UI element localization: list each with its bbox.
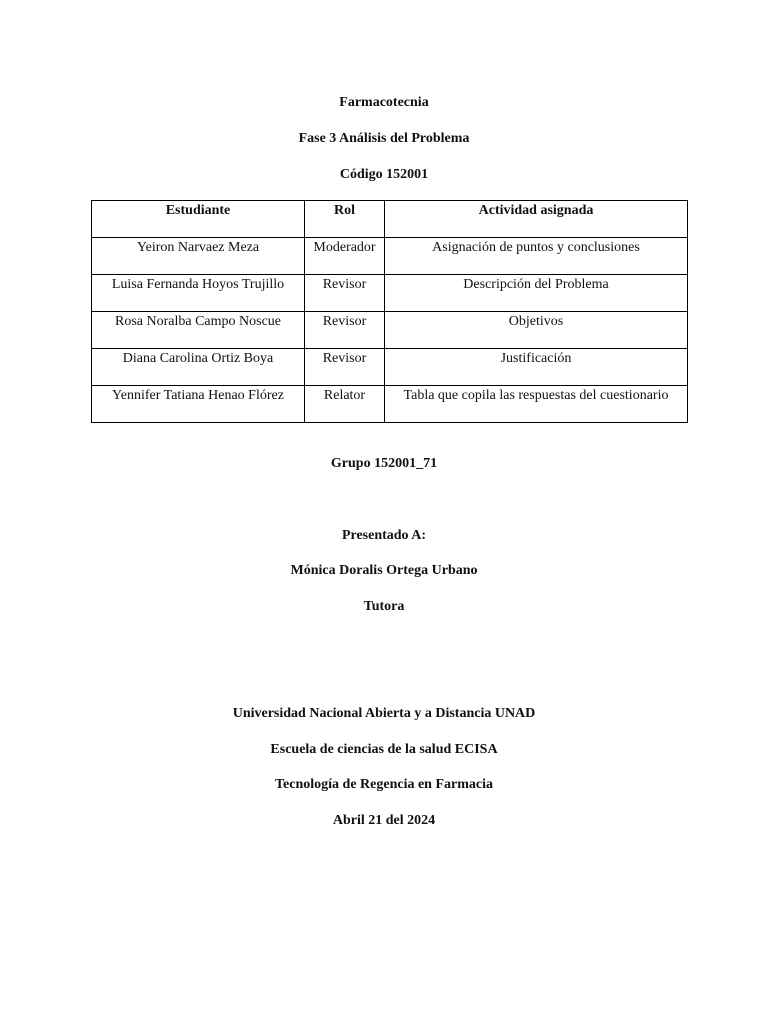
phase-title: Fase 3 Análisis del Problema [298, 131, 470, 146]
table-row [92, 275, 688, 312]
cell-role: Revisor [305, 275, 385, 312]
cell-activity: Descripción del Problema [385, 275, 688, 312]
header-student: Estudiante [92, 201, 305, 238]
cell-activity: Justificación [385, 349, 688, 386]
course-title: Farmacotecnia [339, 95, 429, 110]
table-row [92, 238, 688, 275]
cell-student: Rosa Noralba Campo Noscue [92, 312, 305, 349]
cell-student: Yennifer Tatiana Henao Flórez [92, 386, 305, 423]
program-name: Tecnología de Regencia en Farmacia [274, 777, 493, 792]
document-date: Abril 21 del 2024 [332, 813, 436, 828]
cell-activity: Tabla que copila las respuestas del cuestionario [385, 386, 688, 423]
university-name: Universidad Nacional Abierta y a Distancia UNAD [232, 706, 536, 721]
header-activity: Actividad asignada [385, 201, 688, 238]
table-row [92, 349, 688, 386]
tutor-role: Tutora [363, 599, 405, 614]
school-name: Escuela de ciencias de la salud ECISA [270, 742, 498, 757]
cell-role: Revisor [305, 349, 385, 386]
cell-role: Revisor [305, 312, 385, 349]
cell-role: Relator [305, 386, 385, 423]
table-row [92, 312, 688, 349]
group-label: Grupo 152001_71 [330, 456, 438, 471]
tutor-name: Mónica Doralis Ortega Urbano [290, 563, 478, 578]
header-role: Rol [305, 201, 385, 238]
roles-table [91, 200, 688, 423]
cell-activity: Objetivos [385, 312, 688, 349]
presented-to-label: Presentado A: [341, 528, 427, 543]
table-row [92, 386, 688, 423]
cell-student: Diana Carolina Ortiz Boya [92, 349, 305, 386]
course-code: Código 152001 [339, 167, 429, 182]
table-header-row [92, 201, 688, 238]
cell-student: Yeiron Narvaez Meza [92, 238, 305, 275]
cell-activity: Asignación de puntos y conclusiones [385, 238, 688, 275]
cell-role: Moderador [305, 238, 385, 275]
cell-student: Luisa Fernanda Hoyos Trujillo [92, 275, 305, 312]
